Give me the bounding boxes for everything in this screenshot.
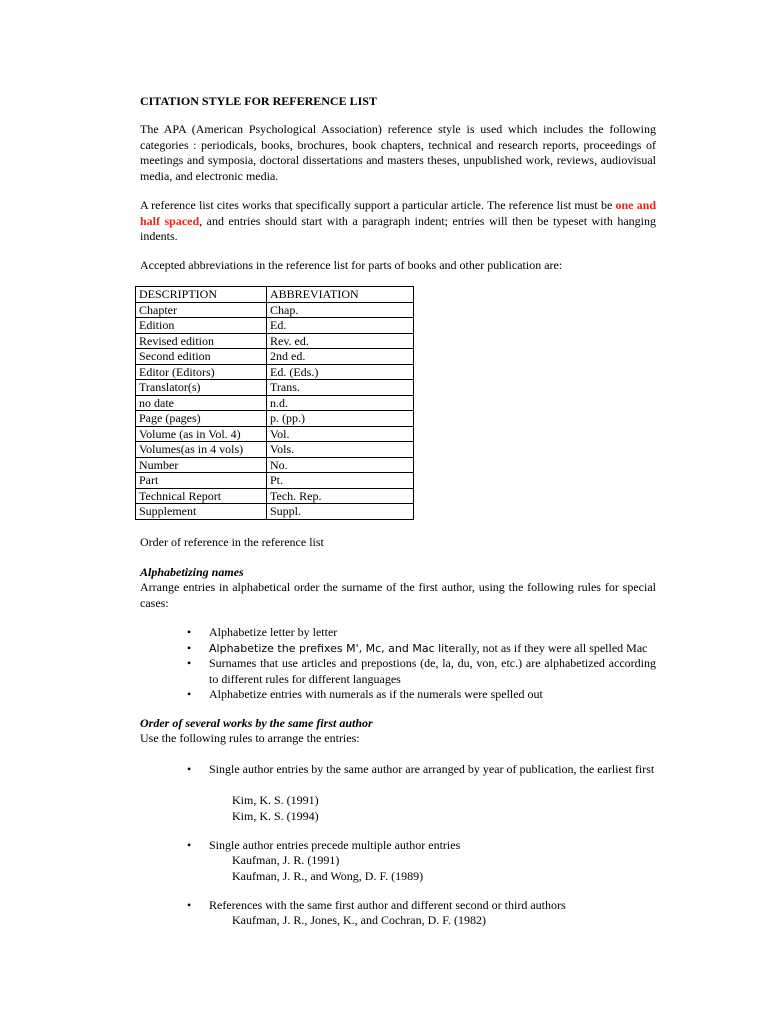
table-cell: Volume (as in Vol. 4)	[136, 426, 267, 442]
list-item-text: Surnames that use articles and prepostions (de, la, du, von, etc.) are alphabetized according to different rules for different languages	[209, 656, 656, 686]
spacing-paragraph	[140, 198, 656, 245]
table-cell: Vol.	[267, 426, 414, 442]
list-item-text: Alphabetize entries with numerals as if the numerals were spelled out	[209, 687, 543, 701]
table-cell: Rev. ed.	[267, 333, 414, 349]
list-item-text: Single author entries by the same author are arranged by year of publication, the earliest first	[209, 762, 655, 776]
table-header: ABBREVIATION	[267, 287, 414, 303]
example-citation: Kim, K. S. (1994)	[232, 808, 319, 823]
list-item	[140, 641, 656, 657]
rule-2-examples	[140, 853, 656, 884]
bullet-icon: •	[187, 898, 192, 912]
table-row	[136, 318, 414, 334]
list-item	[140, 625, 656, 641]
several-works-intro: Use the following rules to arrange the entries:	[140, 731, 360, 745]
table-cell: Pt.	[267, 473, 414, 489]
example-citation: Kaufman, J. R., and Wong, D. F. (1989)	[232, 868, 424, 883]
table-cell: Part	[136, 473, 267, 489]
bullet-icon: •	[187, 838, 192, 852]
table-row	[136, 395, 414, 411]
bullet-icon: •	[187, 687, 192, 701]
table-header-row	[136, 287, 414, 303]
list-item-text: Alphabetize letter by letter	[209, 625, 338, 639]
spacing-text-before: A reference list cites works that specifically support a particular article. The reference list must be	[140, 198, 616, 212]
bullet-icon: •	[187, 762, 192, 776]
table-row	[136, 504, 414, 520]
table-cell: Suppl.	[267, 504, 414, 520]
alphabetizing-rules-list	[140, 625, 656, 703]
table-cell: Chap.	[267, 302, 414, 318]
table-row	[136, 302, 414, 318]
intro-paragraph: The APA (American Psychological Association) reference style is used which includes the following categories : periodicals, books, brochures, book chapters, technical and research reports, proceedings of meetings and symposia, doctoral dissertations and masters theses, unpublished work, reviews, audiovisual media, and electronic media.	[140, 122, 656, 183]
table-cell: p. (pp.)	[267, 411, 414, 427]
table-cell: Translator(s)	[136, 380, 267, 396]
spacing-text-after: , and entries should start with a paragraph indent; entries will then be typeset with hanging indents.	[140, 213, 656, 243]
table-cell: Trans.	[267, 380, 414, 396]
table-cell: No.	[267, 457, 414, 473]
list-item-text: Single author entries precede multiple author entries	[209, 838, 461, 852]
rule-1-examples	[140, 793, 656, 824]
list-item	[140, 898, 656, 914]
example-citation: Kim, K. S. (1991)	[232, 793, 319, 807]
table-row	[136, 457, 414, 473]
table-row	[136, 364, 414, 380]
example-citation: Kaufman, J. R., Jones, K., and Cochran, D. F. (1982)	[232, 913, 487, 927]
table-cell: Tech. Rep.	[267, 488, 414, 504]
list-item	[140, 687, 656, 703]
table-row	[136, 473, 414, 489]
list-item-text-sans: Alphabetize the prefixes M', Mc, and Mac lite	[209, 641, 456, 655]
several-works-rule-2	[140, 838, 656, 854]
table-row	[136, 426, 414, 442]
alphabetizing-heading: Alphabetizing names	[140, 565, 244, 579]
document-title: CITATION STYLE FOR REFERENCE LIST	[140, 94, 377, 108]
table-cell: Chapter	[136, 302, 267, 318]
table-row	[136, 333, 414, 349]
table-cell: Supplement	[136, 504, 267, 520]
list-item	[140, 762, 656, 778]
bullet-icon: •	[187, 656, 192, 670]
table-cell: n.d.	[267, 395, 414, 411]
list-item-text: rally, not as if they were all spelled Mac	[455, 640, 648, 655]
table-row	[136, 442, 414, 458]
bullet-icon: •	[187, 625, 192, 639]
table-cell: Page (pages)	[136, 411, 267, 427]
spacing-highlight: one and half spaced	[140, 198, 656, 228]
table-header: DESCRIPTION	[136, 287, 267, 303]
table-cell: Technical Report	[136, 488, 267, 504]
table-row	[136, 411, 414, 427]
several-works-rule-3	[140, 898, 656, 914]
table-cell: Edition	[136, 318, 267, 334]
example-citation: Kaufman, J. R. (1991)	[232, 853, 340, 867]
table-cell: 2nd ed.	[267, 349, 414, 365]
order-of-reference-label: Order of reference in the reference list	[140, 535, 324, 549]
list-item-text: References with the same first author and different second or third authors	[209, 898, 566, 912]
table-cell: Ed.	[267, 318, 414, 334]
table-cell: Number	[136, 457, 267, 473]
list-item	[140, 838, 656, 854]
table-cell: Ed. (Eds.)	[267, 364, 414, 380]
list-item	[140, 656, 656, 687]
several-works-heading: Order of several works by the same first author	[140, 716, 373, 730]
table-cell: Second edition	[136, 349, 267, 365]
table-cell: Revised edition	[136, 333, 267, 349]
bullet-icon: •	[187, 640, 192, 655]
table-cell: Vols.	[267, 442, 414, 458]
abbreviations-intro: Accepted abbreviations in the reference list for parts of books and other publication are:	[140, 258, 563, 272]
table-cell: Volumes(as in 4 vols)	[136, 442, 267, 458]
table-row	[136, 380, 414, 396]
several-works-rule-1	[140, 762, 656, 778]
table-cell: Editor (Editors)	[136, 364, 267, 380]
rule-3-examples	[140, 913, 656, 929]
abbreviations-table	[135, 286, 414, 520]
table-cell: no date	[136, 395, 267, 411]
table-row	[136, 349, 414, 365]
alphabetizing-intro: Arrange entries in alphabetical order the surname of the first author, using the following rules for special cases:	[140, 580, 656, 610]
table-row	[136, 488, 414, 504]
